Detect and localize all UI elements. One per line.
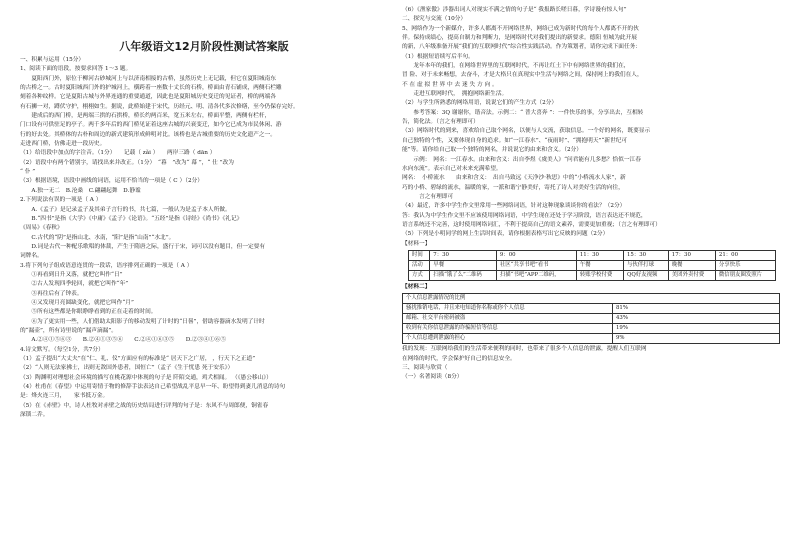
text-line: 二、探究与交流（10分） [402, 16, 467, 23]
schedule-methods-row [409, 270, 776, 280]
text-line: 1、阅读下面的语段，按要求回答 1～3 题。 [20, 66, 132, 73]
text-line: D.词是古代一种配乐歌唱的体裁，产生于隋唐之际，盛行于宋，词可以没有题目，但一定要有 [20, 243, 266, 250]
text-line: 《周易》《春秋》 [20, 225, 63, 232]
text-line: 词牌名。 [20, 253, 43, 260]
text-line: （3）网络时代的到来，喜欢给自己取个网名，以便与人交流，获取信息。一个好的网名，既要显示 [402, 128, 651, 135]
schedule-cell: 微信朋友圈发照片 [715, 270, 775, 280]
text-line: 4.诗文默写。（每空1分，共7分） [20, 346, 104, 353]
schedule-cell: 9：00 [496, 250, 576, 260]
survey-table [402, 293, 780, 344]
text-line: ⑤所有这些都是你眼睁睁看到的正在走着的时间。 [20, 309, 157, 316]
schedule-cell: 晚餐 [668, 260, 715, 270]
text-line: 行的好去处。其桥体的古朴和周边的新式建筑形成鲜明对比。该桥也是古城重要的历史文化遗产之一。 [20, 131, 276, 138]
text-line: （4）最近，许多中学生作文里常用一些网络词语，针对这种现象谈谈你的看法？（2分） [402, 203, 626, 210]
schedule-cell: 方式 [409, 270, 430, 280]
text-line: 一、积累与运用（15分） [20, 57, 85, 63]
text-line: 三、阅读与欣赏（ [402, 364, 448, 371]
text-line: 建成后的西门桥，是两端三拱的石拱桥，桥长约两百米，宽五米左右，桥面平整，两侧有栏杆， [20, 113, 271, 120]
right-column [402, 6, 780, 383]
text-line: 刻着各种纹样。它是夏阳古城与外界连通的重要通道，因此也是夏阳城历史变迁的见证者，桥的两端各 [20, 94, 276, 101]
text-line: 网名： 小桥流水 由来和含义： 出自马致远《天净沙·秋思》中的“小桥流水人家”，新 [402, 175, 626, 182]
text-line: （2）与学生所熟悉的网络用语，说说它们的产生方式（2分） [402, 100, 558, 107]
text-line: （2）语段中有两个错别字，请找出来并改正。（1分） “暮 ”改为“ 幕 ”，“ 仕 ”改为 [20, 159, 234, 166]
text-line: ②古人发现四季轮回，就把它叫作“年” [20, 281, 129, 288]
text-line: 自己独特的个性，又要体现自身的追求。如“一江春水”、“夜雨时”、“拥抱明天”“新世纪可 [402, 137, 628, 144]
survey-value: 43% [613, 314, 780, 324]
text-line: （3）陶渊明对理想社会环境的描写在桃花源中体现的句子是 阡陌交通，鸡犬相闻。 （《愚公移山》） [20, 374, 272, 381]
schedule-cell: 11：30 [576, 250, 623, 260]
text-line: 龙年本年的我们，在网络世界里的互联网时代，不再让红土下中有网络世界的我们在， [402, 63, 630, 70]
text-line: B.“四书”是指《大学》《中庸》《孟子》《论语》。“五经”是指《诗经》《尚书》《礼记》 [20, 215, 243, 222]
survey-label: 收到有关你信息泄露的诈骗短信等信息 [403, 324, 613, 334]
survey-row [403, 304, 780, 314]
text-line: （3）根据语境，语段中画线的词语，运用不恰当的一项是（ C ）（2分） [20, 178, 203, 185]
survey-label: 邮箱、社交平台密码被盗 [403, 314, 613, 324]
text-line: 答：我认为中学生作文里不应该使用网络词语，中学生现在还处于学习阶段，语言表达还不规范， [402, 212, 647, 219]
text-line: 语言系统还不完善，这时使用网络词汇，不利于提高自己的语文素养，需要更加重视；（言之有理即可） [402, 221, 661, 228]
text-line: ④又发现月亮圆缺变化，就把它叫作“月” [20, 299, 134, 306]
document-title: 八年级语文12月阶段性测试答案版 [119, 40, 289, 53]
right-text-block-bottom [402, 345, 780, 382]
right-text-block-top [402, 6, 780, 249]
survey-label: 骚扰推销电话，并且来电知道你名称或你个人信息 [403, 304, 613, 314]
schedule-cell: 美团外卖付费 [668, 270, 715, 280]
text-line: C.古代的“阴”是指山北、水南，“阳”是指“山南”“水北”。 [20, 234, 175, 241]
schedule-cell: 时间 [409, 250, 430, 260]
text-line: ①再看到日升又落，就把它叫作“日” [20, 271, 123, 278]
text-line: 能”等。请你给自己取一个独特的网名，并说说它的由来和含义。（2分） [402, 147, 582, 154]
text-line: 5、网络作为一个新媒介，许多人都离不开网络世界，网络已成为新时代的每个人都离不开的伙 [402, 25, 639, 32]
text-line: 门口设有可供驻足的亭子。两千多年后的西门桥见证着这座古城的兴衰变迁，如今它已成为市民休闲、游 [20, 122, 282, 129]
schedule-activities-row [409, 260, 776, 270]
text-line: 言之有理即可 [402, 193, 459, 200]
text-line: 巧的小桥、碧绿的流水，温暖的家，一派和谐宁静美好，寄托了诗人对美好生活的向往， [402, 184, 624, 191]
text-line: 示例： 网名：一江春水。由来和含义：出自李煜《虞美人》“问君能有几多愁？恰似一江春 [402, 156, 641, 163]
text-line: A.独一无二 B.沧桑 C.翩翩起舞 D.静谧 [20, 187, 141, 194]
text-line: 有石狮一对，蹲伏守护，栩栩如生。据说，此桥始建于宋代，历经元、明、清各代多次修缮，至今仍保存完好。 [20, 103, 299, 110]
schedule-cell: 扫描“饿了么”二维码 [430, 270, 497, 280]
text-line: （1）孟子提出“大丈夫”在“仁、礼、仪”方面应有的标准是“ 居天下之广居， ，行天下之正道” [20, 356, 256, 362]
text-line: 伴。保持成绩心，提高自制力和判断力，是网络时代对我们提出的新要求。德阳 恒城为此开展 [402, 35, 637, 42]
schedule-table [408, 250, 776, 281]
survey-row [403, 314, 780, 324]
text-line: （6）《渔家傲》涉器出词人对现实不满之情的句子是“ 我报路长嗟日暮，学诗谩有惊人句” [402, 7, 627, 13]
text-line: （5）下列是小明同学的网上生活时间表，请你根据表格写出它反映的问题（2分） [402, 231, 609, 238]
survey-row [403, 324, 780, 334]
text-line: 在网络的时代，学会保护好自己的信息安全。 [402, 355, 516, 362]
schedule-cell: 早餐 [430, 260, 497, 270]
material-two-heading: 【材料二】 [402, 283, 431, 290]
schedule-cell: 17：30 [668, 250, 715, 260]
text-line: A.②④①⑤⑥③ B.②④①③⑤⑥ C.②④①⑥③⑤ D.②③④①⑥⑤ [20, 337, 227, 344]
schedule-cell: 15：30 [624, 250, 669, 260]
left-text-block [20, 56, 388, 420]
text-line: 不 在 虚 拟 世 界 中 去 迷 失 方 向 。 [402, 81, 498, 88]
schedule-cell: 午餐 [576, 260, 623, 270]
schedule-cell: 与伙伴打球 [624, 260, 669, 270]
schedule-cell: 21：00 [715, 250, 775, 260]
text-line: 冒 险、对于未来畅想，去奋斗，才是大格只在真现实中生活与网络之间，保持网上的我们在人， [402, 72, 643, 79]
survey-row [403, 334, 780, 344]
text-line: 走进西门桥，仿佛走进一段历史。 [20, 141, 106, 148]
text-line: 的古桥之一。古时夏阳城西门外的护城河上，横跨着一座数十丈长的石桥，桥面由青石铺成，两侧石栏雕 [20, 85, 282, 92]
text-line: 的“漏壶”，所有诗里说的“漏声滴漏”。 [20, 327, 117, 334]
schedule-cell: 转账学校付费 [576, 270, 623, 280]
schedule-cell: 分享快乐 [715, 260, 775, 270]
schedule-cell: 社区“共享书吧”看书 [496, 260, 576, 270]
text-line: 是：烽火连三月， 家书抵万金。 [20, 393, 109, 400]
text-line: ③再往后有了钟表。 [20, 290, 83, 297]
schedule-cell: 7：30 [430, 250, 497, 260]
text-line: 【材料一】 [402, 240, 431, 247]
survey-value: 81% [613, 304, 780, 314]
schedule-cell: 活动 [409, 260, 430, 270]
text-line: （1）给语段中加点的字注音。（1分） 记载（ zǎi ） 两岸三路（ dān ） [20, 150, 216, 157]
text-line: ⑥为了更实用一些，人们借助太阳影子的移动发明了计时的“日晷”，借助容器滴水发明了计时 [20, 318, 265, 325]
text-line: A.《孟子》是记录孟子及其弟子言行的书，共七篇，一般认为是孟子本人所做。 [20, 206, 231, 213]
text-line: 参考答案：3Q 谢谢你，谐音法。示例二：“ 普大喜奔 ”：一件快乐的事，分享出去，互相转 [402, 109, 644, 116]
text-line: 2.下列说法有误的一项是（ A ） [20, 197, 102, 204]
survey-value: 19% [613, 324, 780, 334]
schedule-cell: 扫描“书吧”APP二维码， [496, 270, 576, 280]
text-line: 深锁二乔。 [20, 412, 49, 419]
text-line: （2）“人则无法家拂士，出则无敌国外患者，国恒亡”（孟子《生于忧患 死于安乐》） [20, 365, 234, 372]
text-line: 走进互联网时代， 拥抱网络新生活。 [402, 91, 508, 98]
text-line: 3.将下列句子组成语意连贯的一段话，语序排列正确的一项是（ A ） [20, 262, 193, 269]
text-line: 水向东流”。表示自己对未来充满希望。 [402, 165, 502, 172]
left-column [20, 6, 388, 420]
text-line: 我的发现：互联网给我们的生活带来便利的同时，也带来了很多个人信息的泄露，提醒人们互联网 [402, 346, 647, 353]
schedule-times-row [409, 250, 776, 260]
text-line: （1）根据短语续写后半句。 [402, 53, 474, 60]
text-line: “ 仆 ” [20, 169, 36, 176]
text-line: 夏阳西门外，原位于柳河古砂城河上与以济南相接的古桥，虽然历史上无记载，但它在夏阳城南东 [20, 75, 276, 82]
survey-label: 个人信息遭到泄露的担心 [403, 334, 613, 344]
survey-caption: 个人信息泄露情况的比例 [403, 294, 780, 304]
text-line: 告，简化法。（言之有理即可） [402, 119, 479, 126]
schedule-cell: QQ好友视频 [624, 270, 669, 280]
text-line: （一）名著阅读（8分） [402, 374, 463, 381]
text-line: 的新，八年级准备开展“我们的互联网时代”综合性实践活动。作为策划者，请你完成下面任务： [402, 44, 642, 51]
text-line: （5）在《赤壁》中，诗人杜牧对赤壁之战的历史结局进行评判的句子是：东风不与周郎便，铜雀春 [20, 402, 269, 409]
text-line: （4）杜甫在《春望》中运用寄情于物的修辞手法表达自己希望战乱平息早一年、盼望得到妻儿消息的诗句 [20, 384, 286, 391]
survey-value: 9% [613, 334, 780, 344]
